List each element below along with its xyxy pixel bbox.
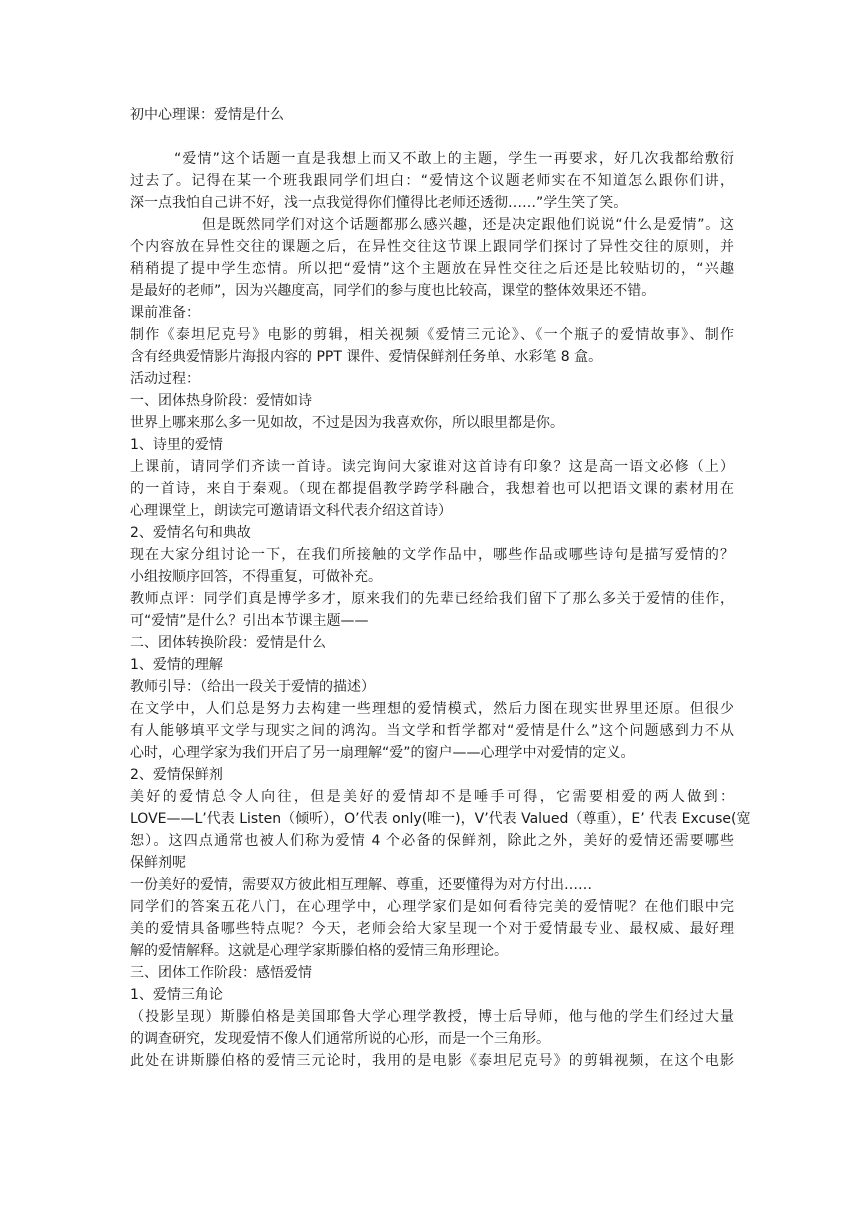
paragraph-line: 心时，心理学家为我们开启了另一扇理解“爱”的窗户——心理学中对爱情的定义。 <box>130 745 635 761</box>
paragraph-line: 的一首诗，来自于秦观。（现在都提倡教学跨学科融合，我想着也可以把语文课的素材用在 <box>130 481 734 497</box>
paragraph-line: 恕）。这四点通常也被人们称为爱情 4 个必备的保鲜剂，除此之外，美好的爱情还需要哪些 <box>130 833 734 849</box>
paragraph-line: 可“爱情”是什么？引出本节课主题—— <box>130 613 369 629</box>
paragraph-line: 小组按顺序回答，不得重复，可做补充。 <box>130 569 382 585</box>
paragraph-line: 是最好的老师”，因为兴趣度高，同学们的参与度也比较高，课堂的整体效果还不错。 <box>130 283 656 299</box>
paragraph-line: 保鲜剂呢 <box>130 855 186 871</box>
subsection-heading: 1、爱情三角论 <box>130 987 223 1003</box>
paragraph-line: 过去了。记得在某一个班我跟同学们坦白：“爱情这个议题老师实在不知道怎么跟你们讲， <box>130 173 734 189</box>
paragraph-line: 含有经典爱情影片海报内容的 PPT 课件、爱情保鲜剂任务单、水彩笔 8 盒。 <box>130 349 603 365</box>
section-heading: 三、团体工作阶段：感悟爱情 <box>130 965 312 981</box>
paragraph-line: “爱情”这个话题一直是我想上而又不敢上的主题，学生一再要求，好几次我都给敷衍 <box>174 151 734 167</box>
paragraph-line: 一份美好的爱情，需要双方彼此相互理解、尊重，还要懂得为对方付出…… <box>130 877 592 893</box>
paragraph-line: （投影呈现）斯滕伯格是美国耶鲁大学心理学教授，博士后导师，他与他的学生们经过大量 <box>130 1009 734 1025</box>
paragraph-line: 个内容放在异性交往的课题之后，在异性交往这节课上跟同学们探讨了异性交往的原则，并 <box>130 239 734 255</box>
section-heading: 活动过程： <box>130 371 200 387</box>
subsection-heading: 1、爱情的理解 <box>130 657 223 673</box>
paragraph-line: 教师引导：（给出一段关于爱情的描述） <box>130 679 375 695</box>
document-body <box>130 104 751 1072</box>
paragraph-line: 现在大家分组讨论一下，在我们所接触的文学作品中，哪些作品或哪些诗句是描写爱情的？ <box>130 547 734 563</box>
paragraph-line: 教师点评：同学们真是博学多才，原来我们的先辈已经给我们留下了那么多关于爱情的佳作， <box>130 591 734 607</box>
paragraph-line: 上课前，请同学们齐读一首诗。读完询问大家谁对这首诗有印象？这是高一语文必修（上） <box>130 459 734 475</box>
subsection-heading: 2、爱情保鲜剂 <box>130 767 223 783</box>
paragraph-line: 此处在讲斯滕伯格的爱情三元论时，我用的是电影《泰坦尼克号》的剪辑视频，在这个电影 <box>130 1053 734 1069</box>
paragraph-line: 心理课堂上，朗读完可邀请语文科代表介绍这首诗） <box>130 503 452 519</box>
section-heading: 课前准备： <box>130 305 200 321</box>
paragraph-line: 稍稍提了提中学生恋情。所以把“爱情”这个主题放在异性交往之后还是比较贴切的，“兴趣 <box>130 261 734 277</box>
paragraph-line: 美好的爱情总令人向往，但是美好的爱情却不是唾手可得，它需要相爱的两人做到： <box>130 789 734 805</box>
section-heading: 二、团体转换阶段：爱情是什么 <box>130 635 326 651</box>
paragraph-line: 在文学中，人们总是努力去构建一些理想的爱情模式，然后力图在现实世界里还原。但很少 <box>130 701 734 717</box>
paragraph-line: 的调查研究，发现爱情不像人们通常所说的心形，而是一个三角形。 <box>130 1031 550 1047</box>
paragraph-line: 制作《泰坦尼克号》电影的剪辑，相关视频《爱情三元论》、《一个瓶子的爱情故事》、制作 <box>130 327 734 343</box>
paragraph-line: 但是既然同学们对这个话题都那么感兴趣，还是决定跟他们说说“什么是爱情”。这 <box>202 217 734 233</box>
document-title: 初中心理课：爱情是什么 <box>130 107 284 123</box>
subsection-heading: 1、诗里的爱情 <box>130 437 223 453</box>
paragraph-line: 美的爱情具备哪些特点呢？今天，老师会给大家呈现一个对于爱情最专业、最权威、最好理 <box>130 921 734 937</box>
paragraph-line: 解的爱情解释。这就是心理学家斯滕伯格的爱情三角形理论。 <box>130 943 508 959</box>
paragraph-line: 深一点我怕自己讲不好，浅一点我觉得你们懂得比老师还透彻……”学生笑了笑。 <box>130 195 628 211</box>
paragraph-line: LOVE——L’代表 Listen（倾听），O’代表 only(唯一)，V’代表 Valued（尊重），E’ 代表 Excuse(宽 <box>130 811 751 827</box>
paragraph-line: 有人能够填平文学与现实之间的鸿沟。当文学和哲学都对“爱情是什么”这个问题感到力不从 <box>130 723 734 739</box>
subsection-heading: 2、爱情名句和典故 <box>130 525 251 541</box>
section-heading: 一、团体热身阶段：爱情如诗 <box>130 393 312 409</box>
paragraph-line: 世界上哪来那么多一见如故，不过是因为我喜欢你，所以眼里都是你。 <box>130 415 564 431</box>
paragraph-line: 同学们的答案五花八门，在心理学中，心理学家们是如何看待完美的爱情呢？在他们眼中完 <box>130 899 734 915</box>
